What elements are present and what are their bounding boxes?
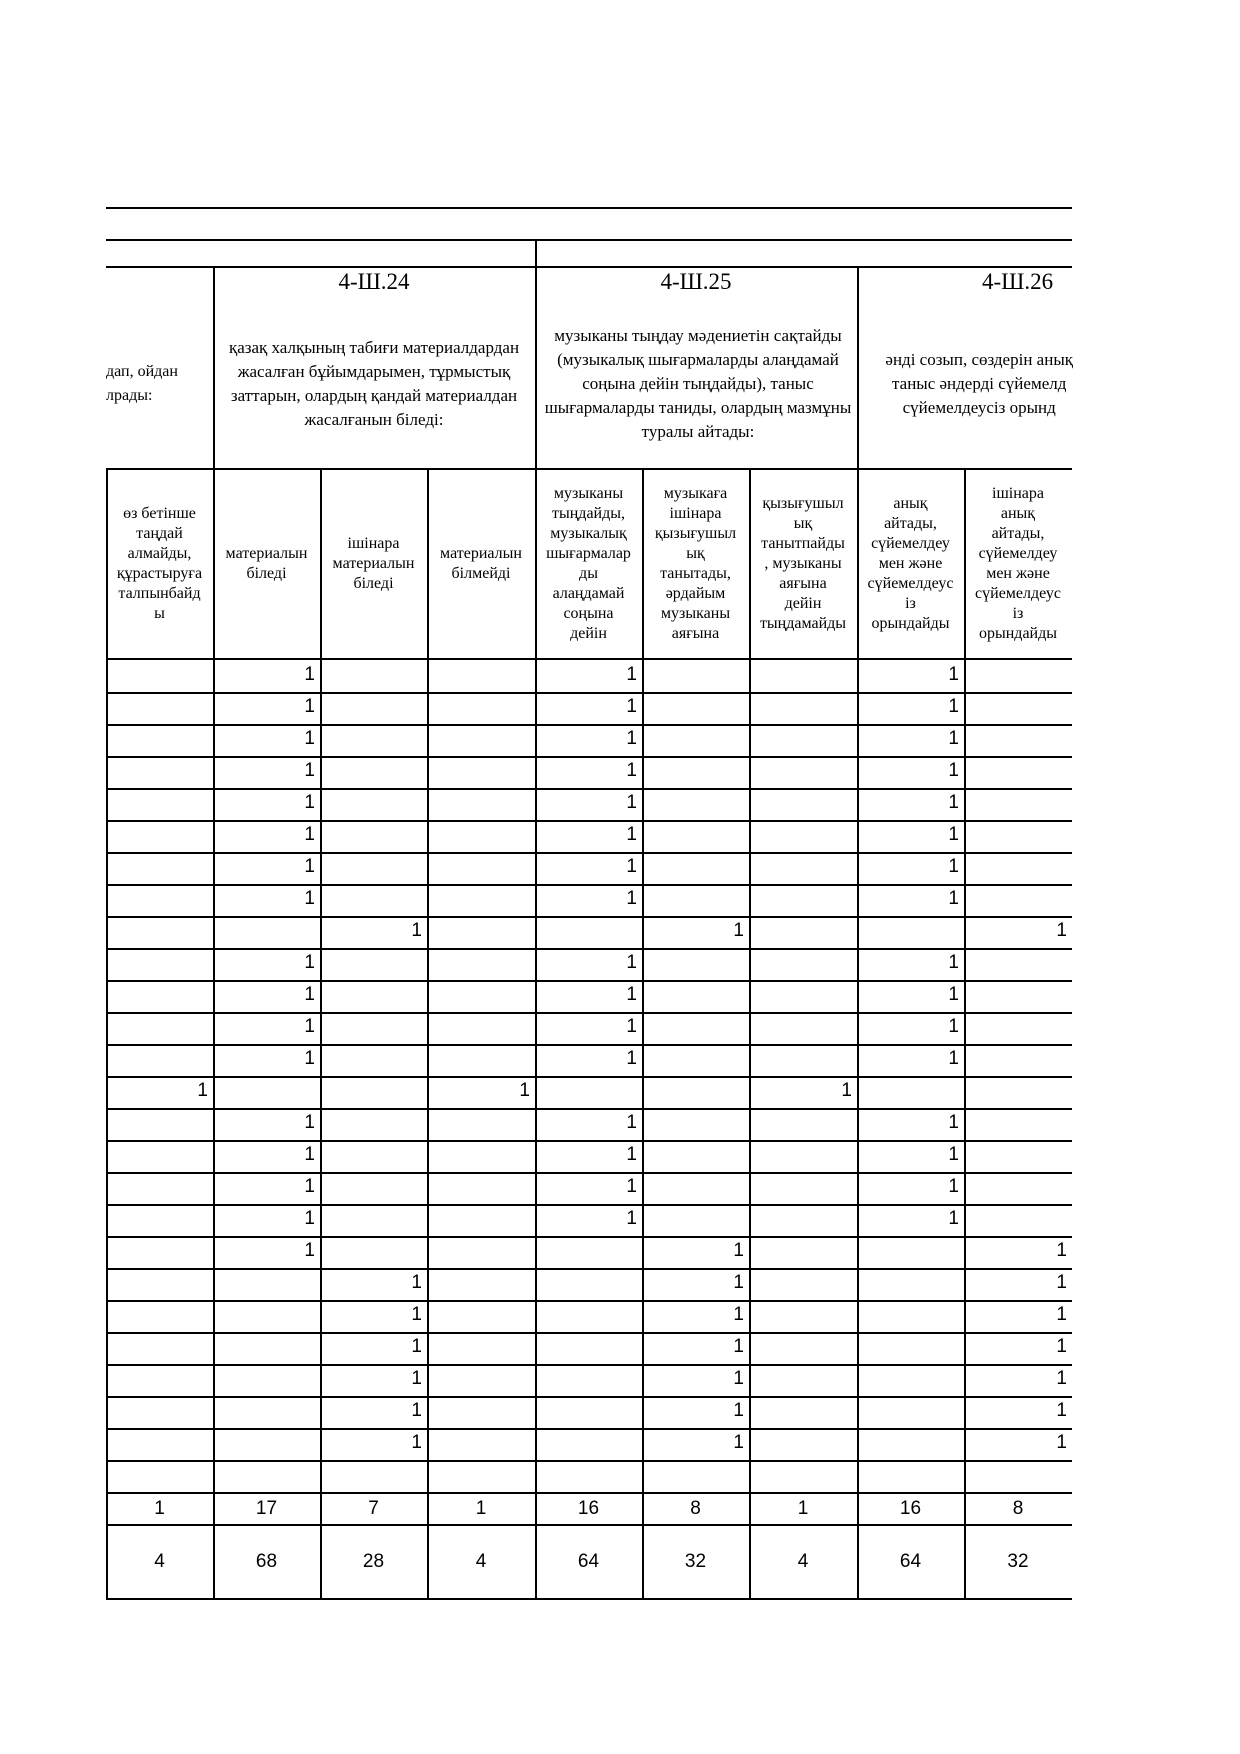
row-line-12: [106, 1076, 1072, 1078]
row-line-18: [106, 1268, 1072, 1270]
cell-r18-c5: 1: [626, 1208, 637, 1229]
cell-r14-c1: 1: [197, 1080, 208, 1101]
cell-r21-c6: 1: [733, 1304, 744, 1325]
cell-r1-c5: 1: [626, 664, 637, 685]
percent-col-3: 28: [362, 1551, 385, 1572]
cell-r2-c5: 1: [626, 696, 637, 717]
cell-r23-c6: 1: [733, 1368, 744, 1389]
cell-r18-c2: 1: [304, 1208, 315, 1229]
group-description-4-sh-25: музыканы тыңдау мәдениетін сақтайды (музыкалық шығармаларды алаңдамай соңына дейін тыңдайды), таныс шығармаларды таниды, олардың мазмұны туралы айтады:: [544, 326, 852, 441]
cell-r4-c5: 1: [626, 760, 637, 781]
total-col-4: 1: [475, 1498, 487, 1519]
cell-r22-c3: 1: [411, 1336, 422, 1357]
cell-r11-c2: 1: [304, 984, 315, 1005]
cell-r7-c8: 1: [948, 856, 959, 877]
sub-header-col-1: өз бетінше таңдай алмайды, құрастыруға талпынбайд ы: [116, 505, 203, 622]
cell-r13-c5: 1: [626, 1048, 637, 1069]
cell-r1-c8: 1: [948, 664, 959, 685]
percent-col-5: 64: [577, 1551, 600, 1572]
section-code-4-sh-25: 4-Ш.25: [660, 269, 732, 294]
cell-r9-c6: 1: [733, 920, 744, 941]
cell-r7-c2: 1: [304, 856, 315, 877]
group-description-4-sh-26: әнді созып, сөздерін анық таныс әндерді сүйемелд сүйемелдеусіз орынд: [885, 350, 1073, 417]
cell-r22-c6: 1: [733, 1336, 744, 1357]
group-description-previous: дап, ойдан лрады:: [106, 363, 178, 404]
row-line-19: [106, 1300, 1072, 1302]
cell-r19-c9: 1: [1056, 1240, 1067, 1261]
cell-r4-c2: 1: [304, 760, 315, 781]
cell-r15-c5: 1: [626, 1112, 637, 1133]
cell-r13-c2: 1: [304, 1048, 315, 1069]
cell-r10-c8: 1: [948, 952, 959, 973]
cell-r17-c8: 1: [948, 1176, 959, 1197]
top-rule: [106, 207, 1072, 209]
total-col-2: 17: [255, 1498, 278, 1519]
cell-r21-c3: 1: [411, 1304, 422, 1325]
subheader-bottom-rule: [106, 658, 1072, 660]
cell-r6-c8: 1: [948, 824, 959, 845]
cell-r22-c9: 1: [1056, 1336, 1067, 1357]
cell-r19-c2: 1: [304, 1240, 315, 1261]
percent-col-1: 4: [154, 1551, 165, 1572]
cell-r4-c8: 1: [948, 760, 959, 781]
header-rule: [106, 239, 1072, 241]
table-bottom-rule: [106, 1598, 1072, 1600]
cell-r3-c5: 1: [626, 728, 637, 749]
cell-r8-c5: 1: [626, 888, 637, 909]
sub-header-col-2: материалын біледі: [225, 545, 308, 582]
total-col-1: 1: [154, 1498, 165, 1519]
sub-header-col-9: ішінара анық айтады, сүйемелдеу мен және сүйемелдеус із орындайды: [975, 485, 1061, 642]
header-divider: [535, 239, 537, 268]
cell-r24-c3: 1: [411, 1400, 422, 1421]
percent-col-2: 68: [255, 1551, 278, 1572]
cell-r14-c7: 1: [841, 1080, 852, 1101]
row-line-23: [106, 1428, 1072, 1430]
sub-header-col-7: қызығушыл ық танытпайды , музыканы аяғына дейін тыңдамайды: [759, 495, 847, 632]
cell-r3-c8: 1: [948, 728, 959, 749]
cell-r11-c8: 1: [948, 984, 959, 1005]
cell-r6-c5: 1: [626, 824, 637, 845]
cell-r13-c8: 1: [948, 1048, 959, 1069]
total-col-9: 8: [1012, 1498, 1024, 1519]
percent-col-6: 32: [684, 1551, 707, 1572]
cell-r3-c2: 1: [304, 728, 315, 749]
cell-r2-c8: 1: [948, 696, 959, 717]
sub-header-col-3: ішінара материалын біледі: [332, 535, 415, 592]
cell-r10-c2: 1: [304, 952, 315, 973]
sub-header-col-6: музыкаға ішінара қызығушыл ық танытады, әрдайым музыканы аяғына: [654, 485, 737, 642]
cell-r17-c5: 1: [626, 1176, 637, 1197]
cell-r23-c3: 1: [411, 1368, 422, 1389]
cell-r8-c2: 1: [304, 888, 315, 909]
cell-r7-c5: 1: [626, 856, 637, 877]
percent-col-8: 64: [899, 1551, 922, 1572]
cell-r16-c8: 1: [948, 1144, 959, 1165]
cell-r6-c2: 1: [304, 824, 315, 845]
cell-r2-c2: 1: [304, 696, 315, 717]
cell-r24-c6: 1: [733, 1400, 744, 1421]
cell-r11-c5: 1: [626, 984, 637, 1005]
cell-r25-c6: 1: [733, 1432, 744, 1453]
cell-r20-c3: 1: [411, 1272, 422, 1293]
cell-r9-c3: 1: [411, 920, 422, 941]
cell-r16-c2: 1: [304, 1144, 315, 1165]
group-description-4-sh-24: қазақ халқының табиғи материалдардан жасалған бұйымдарымен, тұрмыстық заттарын, олардың қандай материалдан жасалғанын біледі:: [228, 338, 520, 429]
cell-r25-c3: 1: [411, 1432, 422, 1453]
cell-r23-c9: 1: [1056, 1368, 1067, 1389]
cell-r25-c9: 1: [1056, 1432, 1067, 1453]
cell-r12-c8: 1: [948, 1016, 959, 1037]
row-line-20: [106, 1332, 1072, 1334]
section-code-4-sh-26: 4-Ш.26: [982, 269, 1054, 294]
percent-col-7: 4: [797, 1551, 809, 1572]
sub-header-col-5: музыканы тыңдайды, музыкалық шығармалар ды алаңдамай соңына дейін: [546, 485, 631, 642]
total-col-6: 8: [690, 1498, 701, 1519]
cell-r16-c5: 1: [626, 1144, 637, 1165]
row-line-7: [106, 916, 1072, 918]
cell-r5-c2: 1: [304, 792, 315, 813]
sub-header-col-4: материалын білмейді: [440, 545, 522, 582]
cell-r5-c5: 1: [626, 792, 637, 813]
total-col-5: 16: [577, 1498, 600, 1519]
total-col-3: 7: [368, 1498, 379, 1519]
cell-r17-c2: 1: [304, 1176, 315, 1197]
cell-r9-c9: 1: [1056, 920, 1067, 941]
cell-r20-c9: 1: [1056, 1272, 1067, 1293]
cell-r24-c9: 1: [1056, 1400, 1067, 1421]
cell-r12-c2: 1: [304, 1016, 315, 1037]
cell-r21-c9: 1: [1056, 1304, 1067, 1325]
cell-r12-c5: 1: [626, 1016, 637, 1037]
percent-col-4: 4: [475, 1551, 487, 1572]
cell-r15-c2: 1: [304, 1112, 315, 1133]
cell-r10-c5: 1: [626, 952, 637, 973]
percent-col-9: 32: [1007, 1551, 1029, 1572]
cell-r19-c6: 1: [733, 1240, 744, 1261]
cell-r8-c8: 1: [948, 888, 959, 909]
cell-r14-c4: 1: [519, 1080, 530, 1101]
row-line-22: [106, 1396, 1072, 1398]
sub-header-col-8: анық айтады, сүйемелдеу мен және сүйемелдеус із орындайды: [867, 495, 954, 632]
cell-r15-c8: 1: [948, 1112, 959, 1133]
cell-r20-c6: 1: [733, 1272, 744, 1293]
section-code-4-sh-24: 4-Ш.24: [338, 269, 410, 294]
cell-r18-c8: 1: [948, 1208, 959, 1229]
total-col-7: 1: [797, 1498, 809, 1519]
cell-r1-c2: 1: [304, 664, 315, 685]
row-line-24: [106, 1460, 1072, 1462]
cell-r5-c8: 1: [948, 792, 959, 813]
total-col-8: 16: [899, 1498, 922, 1519]
row-line-21: [106, 1364, 1072, 1366]
